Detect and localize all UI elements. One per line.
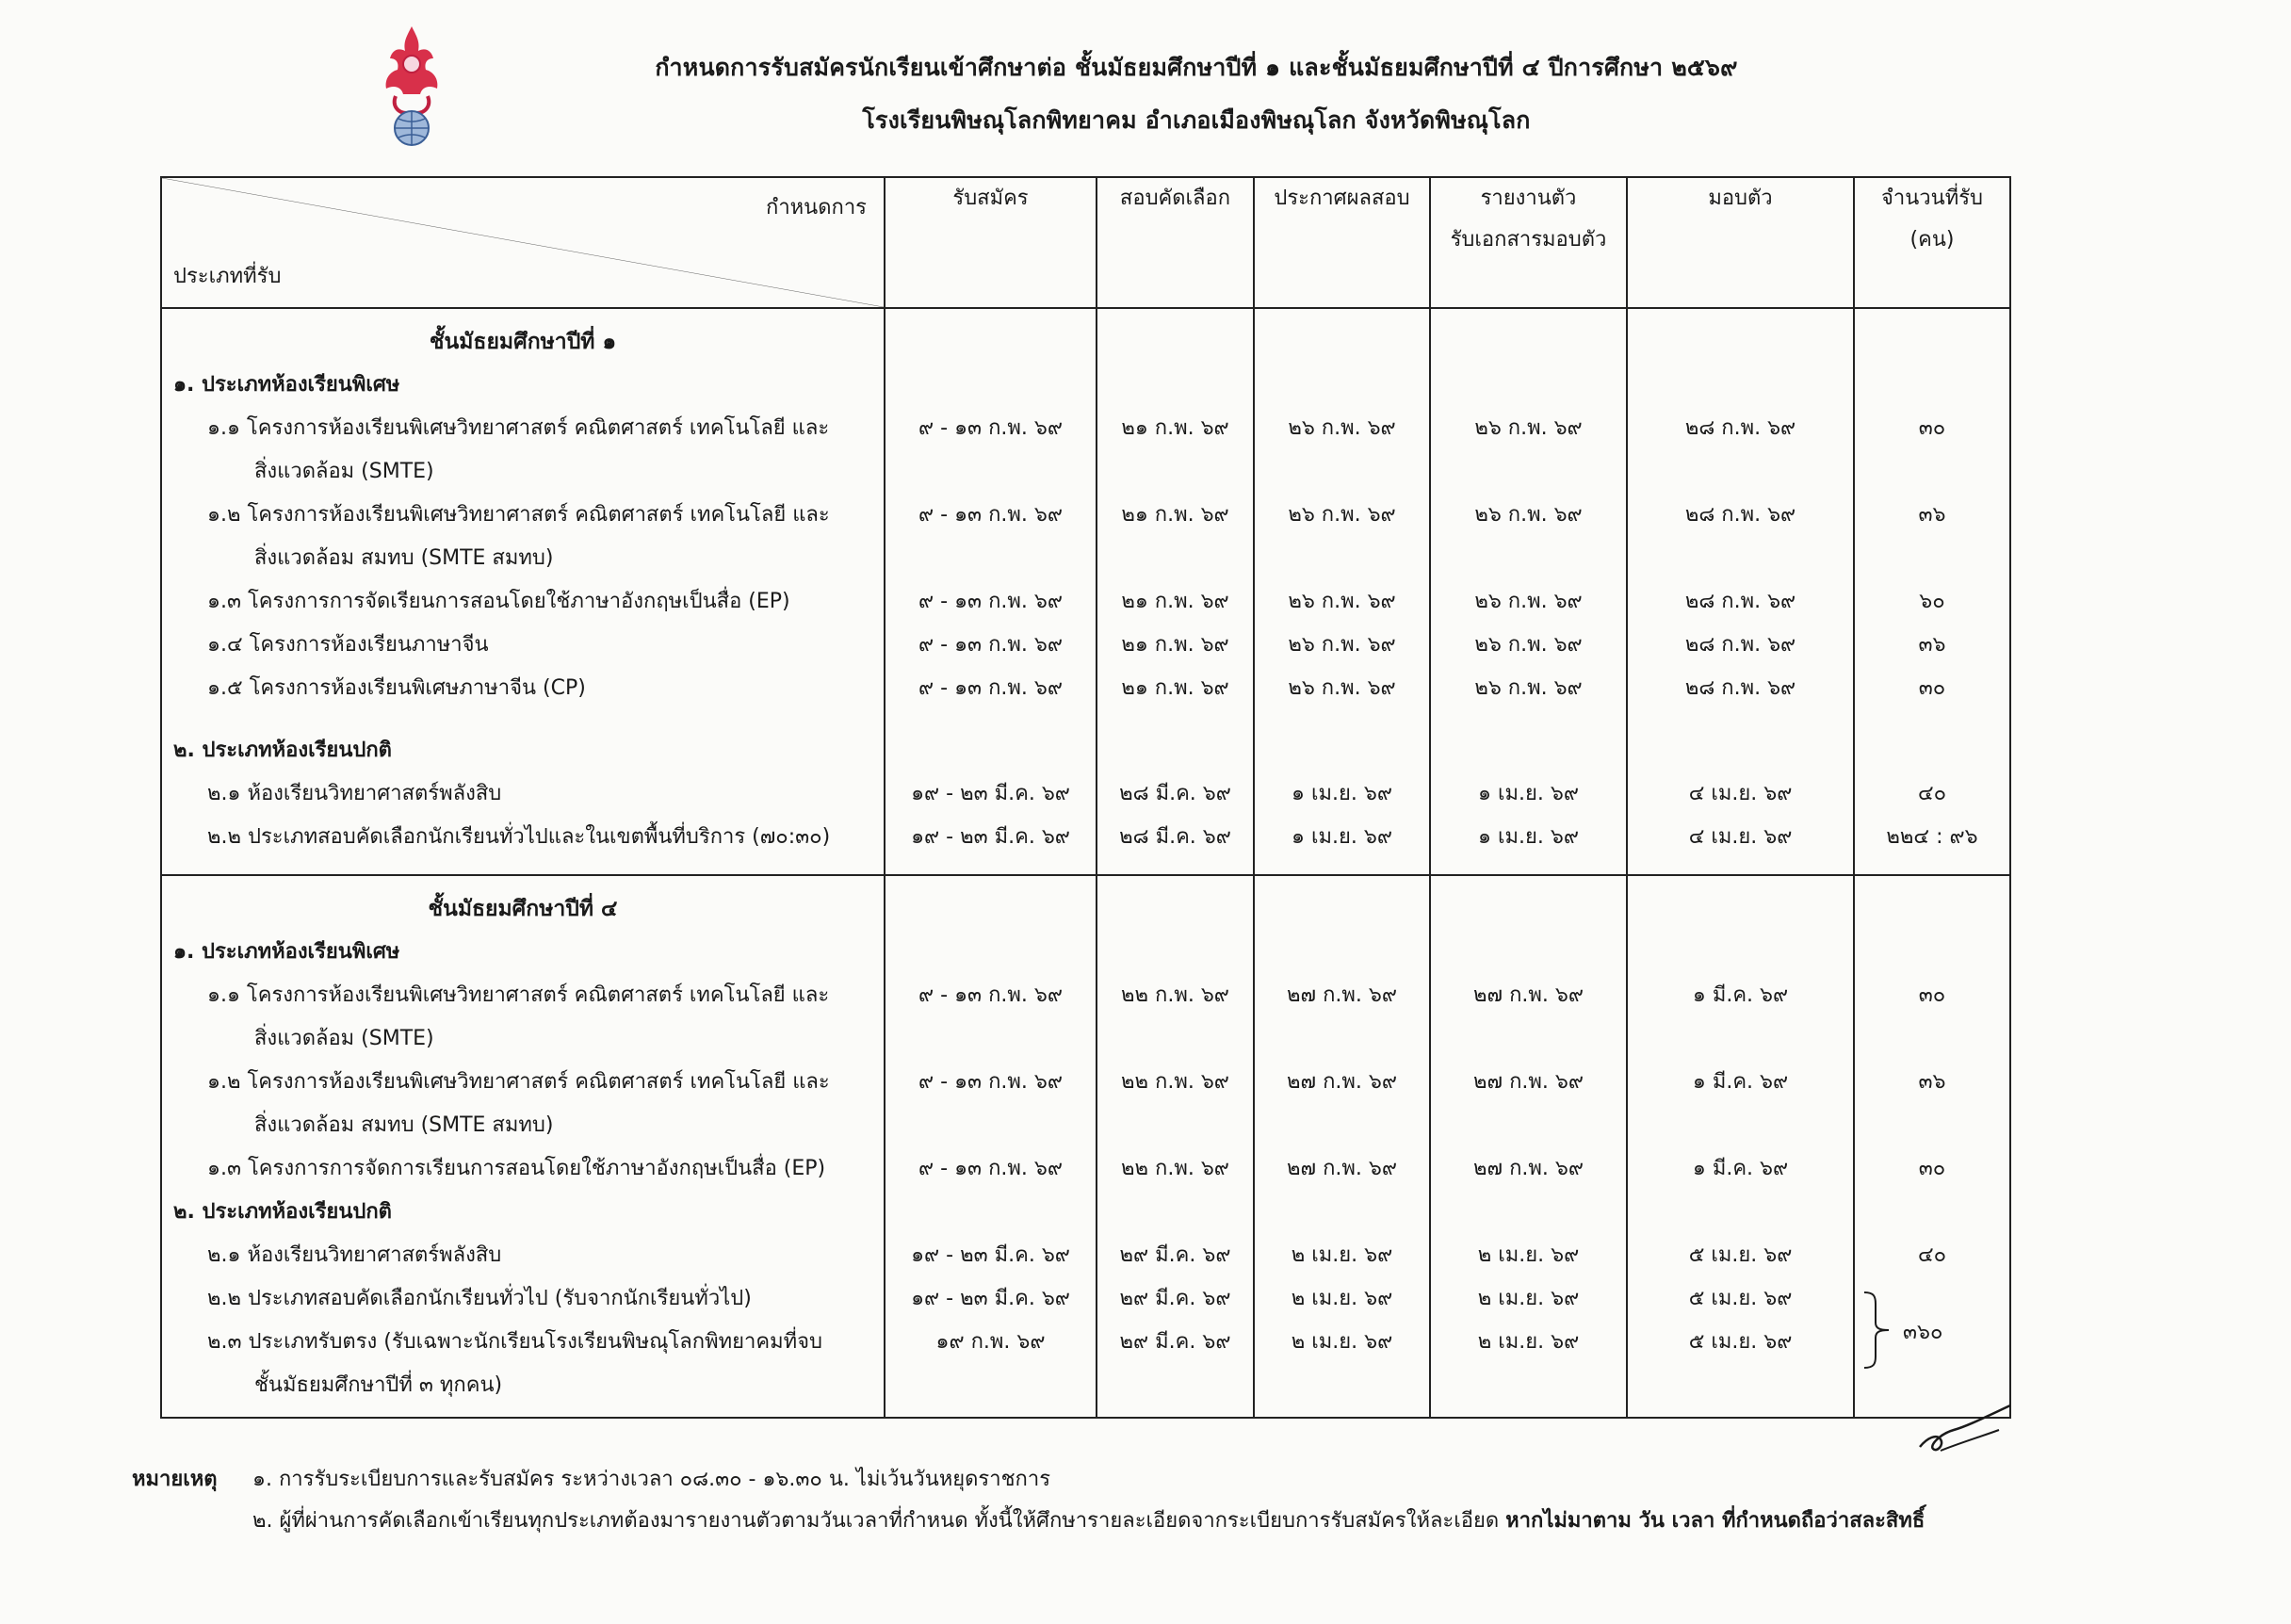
m1-grade-heading: ชั้นมัธยมศึกษาปีที่ ๑ — [429, 330, 617, 354]
col-count: จำนวนที่รับ (คน) — [1854, 177, 2010, 308]
col-apply: รับสมัคร — [885, 177, 1097, 308]
m4-report-column: ๒๗ ก.พ. ๖๙ ๒๗ ก.พ. ๖๙ ๒๗ ก.พ. ๖๙ ๒ เม.ย. ๖๙ ๒ เม.ย. ๖๙ ๒ เม.ย. ๖๙ — [1473, 983, 1584, 1354]
notes-label: หมายเหตุ — [132, 1468, 218, 1491]
col-enroll: มอบตัว — [1627, 177, 1854, 308]
m4-regular-heading: ๒. ประเภทห้องเรียนปกติ — [173, 1200, 392, 1224]
m4-section — [161, 875, 2010, 1418]
m1-row-1-label: ๑.๑ โครงการห้องเรียนพิเศษวิทยาศาสตร์ คณิตศาสตร์ เทคโนโลยี และ สิ่งแวดล้อม (SMTE) — [207, 416, 830, 483]
m1-row-3-label: ๑.๓ โครงการการจัดเรียนการสอนโดยใช้ภาษาอังกฤษเป็นสื่อ (EP) — [207, 590, 790, 613]
m4-row-4-label: ๒.๑ ห้องเรียนวิทยาศาสตร์พลังสิบ — [207, 1243, 502, 1267]
school-name: โรงเรียนพิษณุโลกพิทยาคม อำเภอเมืองพิษณุโลก จังหวัดพิษณุโลก — [862, 106, 1531, 134]
right-brace-icon — [1860, 1291, 1893, 1370]
m1-row-7-label: ๒.๒ ประเภทสอบคัดเลือกนักเรียนทั่วไปและในเขตพื้นที่บริการ (๗๐:๓๐) — [207, 825, 831, 849]
m1-section — [161, 308, 2010, 875]
category-label: ประเภทที่รับ — [173, 265, 282, 288]
col-announce: ประกาศผลสอบ — [1254, 177, 1430, 308]
m1-enroll-column: ๒๘ ก.พ. ๖๙ ๒๘ ก.พ. ๖๙ ๒๘ ก.พ. ๖๙ ๒๘ ก.พ. ๖๙ ๒๘ ก.พ. ๖๙ ๔ เม.ย. ๖๙ ๔ เม.ย. ๖๙ — [1684, 416, 1796, 849]
m4-enroll-column: ๑ มี.ค. ๖๙ ๑ มี.ค. ๖๙ ๑ มี.ค. ๖๙ ๕ เม.ย. ๖๙ ๕ เม.ย. ๖๙ ๕ เม.ย. ๖๙ — [1688, 983, 1793, 1354]
m1-row-6-label: ๒.๑ ห้องเรียนวิทยาศาสตร์พลังสิบ — [207, 782, 502, 805]
m4-row-3-label: ๑.๓ โครงการการจัดการเรียนการสอนโดยใช้ภาษาอังกฤษเป็นสื่อ (EP) — [207, 1157, 826, 1180]
m4-combined-count: ๓๖๐ — [1903, 1321, 1943, 1344]
admission-schedule-table — [160, 176, 2011, 1419]
m4-row-6-label: ๒.๓ ประเภทรับตรง (รับเฉพาะนักเรียนโรงเรียนพิษณุโลกพิทยาคมที่จบ ชั้นมัธยมศึกษาปีที่ ๓ ทุกคน) — [207, 1330, 822, 1397]
col-report: รายงานตัว รับเอกสารมอบตัว — [1430, 177, 1627, 308]
note-2: ๒. ผู้ที่ผ่านการคัดเลือกเข้าเรียนทุกประเภทต้องมารายงานตัวตามวันเวลาที่กำหนด ทั้งนี้ให้ศึกษารายละเอียดจากระเบียบการรับสมัครให้ละเอียด หากไม่มาตาม วัน เวลา ที่กำหนดถือว่าสละสิทธิ์ — [252, 1509, 1925, 1533]
note-1: ๑. การรับระเบียบการและรับสมัคร ระหว่างเวลา ๐๘.๓๐ - ๑๖.๓๐ น. ไม่เว้นวันหยุดราชการ — [252, 1468, 1051, 1491]
m1-row-5-label: ๑.๕ โครงการห้องเรียนพิเศษภาษาจีน (CP) — [207, 676, 586, 700]
m4-apply-column: ๙ - ๑๓ ก.พ. ๖๙ ๙ - ๑๓ ก.พ. ๖๙ ๙ - ๑๓ ก.พ. ๖๙ ๑๙ - ๒๓ มี.ค. ๖๙ ๑๙ - ๒๓ มี.ค. ๖๙ ๑๙ ก.พ. ๖๙ — [911, 983, 1070, 1354]
diagonal-header-cell — [161, 177, 885, 308]
m1-apply-column: ๙ - ๑๓ ก.พ. ๖๙ ๙ - ๑๓ ก.พ. ๖๙ ๙ - ๑๓ ก.พ. ๖๙ ๙ - ๑๓ ก.พ. ๖๙ ๙ - ๑๓ ก.พ. ๖๙ ๑๙ - ๒๓ มี.ค. ๖๙ ๑๙ - ๒๓ มี.ค. ๖๙ — [911, 416, 1070, 849]
m1-report-column: ๒๖ ก.พ. ๖๙ ๒๖ ก.พ. ๖๙ ๒๖ ก.พ. ๖๙ ๒๖ ก.พ. ๖๙ ๒๖ ก.พ. ๖๙ ๑ เม.ย. ๖๙ ๑ เม.ย. ๖๙ — [1474, 416, 1583, 849]
m4-row-1-label: ๑.๑ โครงการห้องเรียนพิเศษวิทยาศาสตร์ คณิตศาสตร์ เทคโนโลยี และ สิ่งแวดล้อม (SMTE) — [207, 983, 830, 1050]
col-exam: สอบคัดเลือก — [1097, 177, 1254, 308]
m1-count-column: ๓๐ ๓๖ ๖๐ ๓๖ ๓๐ ๔๐ ๒๒๔ : ๙๖ — [1886, 416, 1978, 849]
m1-special-heading: ๑. ประเภทห้องเรียนพิเศษ — [173, 373, 400, 397]
m4-special-heading: ๑. ประเภทห้องเรียนพิเศษ — [173, 940, 400, 964]
signature-mark — [1912, 1402, 2016, 1458]
document-title: กำหนดการรับสมัครนักเรียนเข้าศึกษาต่อ ชั้นมัธยมศึกษาปีที่ ๑ และชั้นมัธยมศึกษาปีที่ ๔ ปีการศึกษา ๒๕๖๙ — [655, 54, 1738, 81]
m4-row-5-label: ๒.๒ ประเภทสอบคัดเลือกนักเรียนทั่วไป (รับจากนักเรียนทั่วไป) — [207, 1287, 752, 1310]
m1-regular-heading: ๒. ประเภทห้องเรียนปกติ — [173, 739, 392, 762]
m4-grade-heading: ชั้นมัธยมศึกษาปีที่ ๔ — [428, 897, 618, 921]
m1-announce-column: ๒๖ ก.พ. ๖๙ ๒๖ ก.พ. ๖๙ ๒๖ ก.พ. ๖๙ ๒๖ ก.พ. ๖๙ ๒๖ ก.พ. ๖๙ ๑ เม.ย. ๖๙ ๑ เม.ย. ๖๙ — [1288, 416, 1396, 849]
header-row — [161, 177, 2010, 308]
m1-exam-column: ๒๑ ก.พ. ๖๙ ๒๑ ก.พ. ๖๙ ๒๑ ก.พ. ๖๙ ๒๑ ก.พ. ๖๙ ๒๑ ก.พ. ๖๙ ๒๘ มี.ค. ๖๙ ๒๘ มี.ค. ๖๙ — [1119, 416, 1231, 849]
m4-announce-column: ๒๗ ก.พ. ๖๙ ๒๗ ก.พ. ๖๙ ๒๗ ก.พ. ๖๙ ๒ เม.ย. ๖๙ ๒ เม.ย. ๖๙ ๒ เม.ย. ๖๙ — [1287, 983, 1397, 1354]
m1-row-4-label: ๑.๔ โครงการห้องเรียนภาษาจีน — [207, 633, 489, 657]
m1-row-2-label: ๑.๒ โครงการห้องเรียนพิเศษวิทยาศาสตร์ คณิตศาสตร์ เทคโนโลยี และ สิ่งแวดล้อม สมทบ (SMTE สมทบ) — [207, 503, 830, 570]
m4-count-column: ๓๐ ๓๖ ๓๐ ๔๐ — [1917, 983, 1947, 1267]
schedule-label: กำหนดการ — [766, 196, 867, 219]
school-emblem-logo — [369, 23, 454, 151]
m4-exam-column: ๒๒ ก.พ. ๖๙ ๒๒ ก.พ. ๖๙ ๒๒ ก.พ. ๖๙ ๒๙ มี.ค. ๖๙ ๒๙ มี.ค. ๖๙ ๒๙ มี.ค. ๖๙ — [1119, 983, 1231, 1354]
m4-row-2-label: ๑.๒ โครงการห้องเรียนพิเศษวิทยาศาสตร์ คณิตศาสตร์ เทคโนโลยี และ สิ่งแวดล้อม สมทบ (SMTE สมทบ) — [207, 1070, 830, 1137]
